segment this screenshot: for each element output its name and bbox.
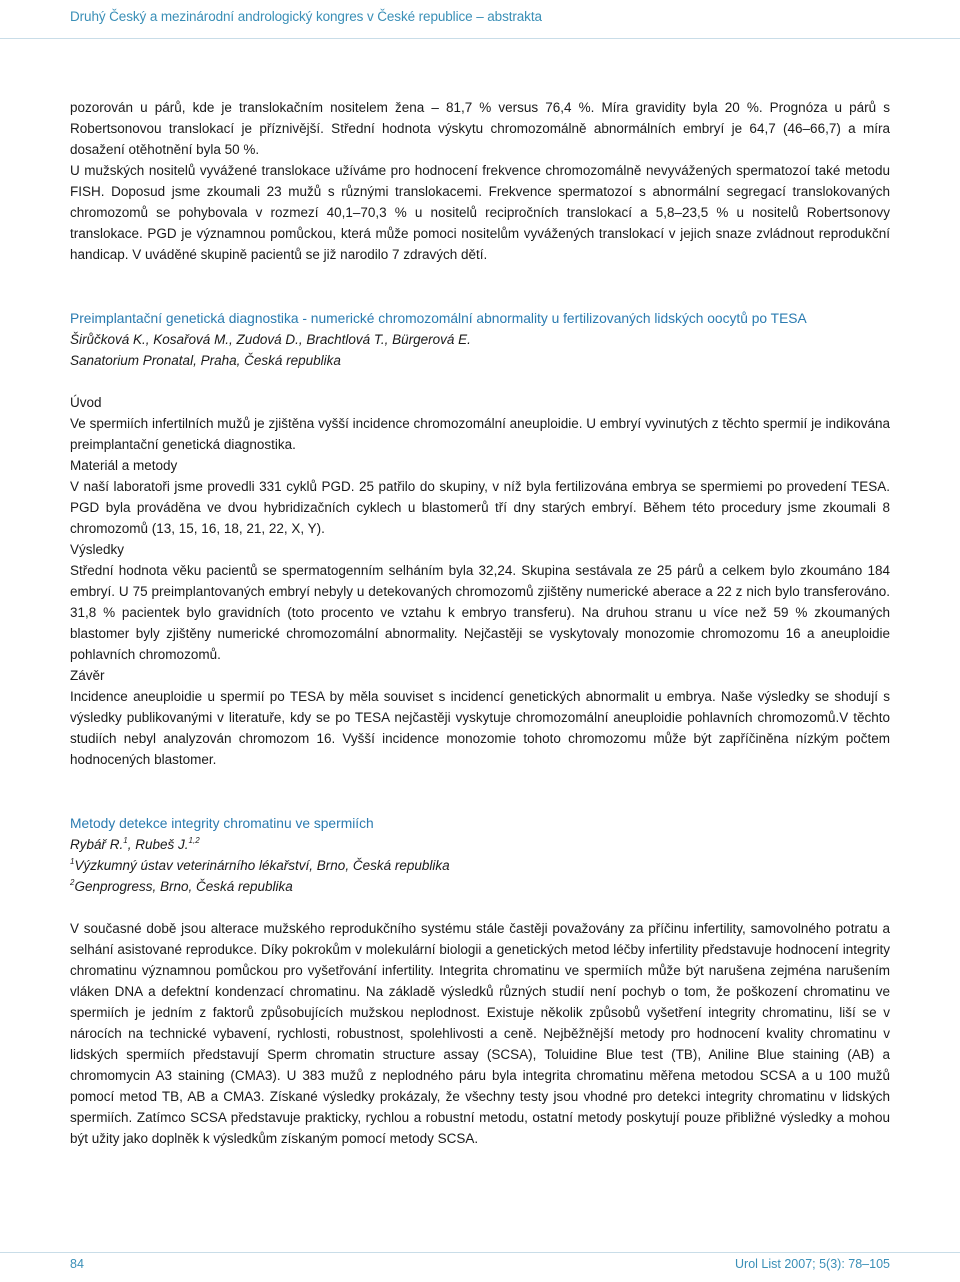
abstract-authors [70, 834, 890, 855]
abstract-title: Preimplantační genetická diagnostika - numerické chromozomální abnormality u fertilizovaných lidských oocytů po TESA [70, 311, 807, 326]
running-header: Druhý Český a mezinárodní andrologický kongres v České republice – abstrakta [70, 9, 542, 24]
section-text-vysledky: Střední hodnota věku pacientů se spermatogenním selháním byla 32,24. Skupina sestávala ze 25 párů a celkem bylo zkoumáno 184 embryí. U 75 preimplantovaných embryí nebyly u detekovaných chromozomů zjištěny numerické aberace a 22 z nich bylo transferováno. 31,8 % pacientek bylo gravidních (toto procento ve vztahu k embryo transferu). Na druhou stranu u více než 59 % zkoumaných blastomer byly zjištěny numerické chromozomální abnormality. Nejčastěji se vyskytovaly monozomie chromozomu 16 a aneuploidie pohlavních chromozomů. [70, 563, 890, 662]
spacer [70, 371, 890, 392]
abstract-chromatin-integrity [70, 813, 890, 1149]
abstract-affiliation [70, 876, 890, 897]
spacer [70, 770, 890, 813]
abstract-pgd-tesa [70, 308, 890, 770]
section-text-uvod: Ve spermiích infertilních mužů je zjištěna vyšší incidence chromozomální aneuploidie. U embryí vyvinutých z těchto spermií je indikována preimplantační genetická diagnostika. [70, 416, 890, 452]
author-affil-mark: 1,2 [188, 836, 200, 845]
footer-divider [0, 1252, 960, 1253]
affil-mark: 1 [70, 857, 75, 866]
author-name: Rybář R. [70, 837, 124, 852]
author-name: Rubeš J. [135, 837, 189, 852]
page-number: 84 [70, 1257, 84, 1271]
header-divider [0, 38, 960, 39]
abstract-affiliation: Sanatorium Pronatal, Praha, Česká republika [70, 353, 341, 368]
continuation-paragraph: pozorován u párů, kde je translokačním nositelem žena – 81,7 % versus 76,4 %. Míra gravidity byla 20 %. Prognóza u párů s Robertsonovou translokací je příznivější. Střední hodnota výskytu chromozomálně abnormálních embryí je 64,7 (46–66,7) a míra dosažení otěhotnění byla 50 %. [70, 100, 890, 157]
author-separator: , [127, 837, 136, 852]
section-heading-vysledky: Výsledky [70, 542, 125, 557]
affil-mark: 2 [70, 878, 75, 887]
spacer [70, 897, 890, 918]
section-heading-uvod: Úvod [70, 395, 102, 410]
spacer [70, 265, 890, 308]
journal-citation: Urol List 2007; 5(3): 78–105 [735, 1257, 890, 1271]
abstract-title: Metody detekce integrity chromatinu ve spermiích [70, 816, 374, 831]
section-heading-zaver: Závěr [70, 668, 105, 683]
author-affil-mark: 1 [123, 836, 128, 845]
abstract-authors: Širůčková K., Kosařová M., Zudová D., Brachtlová T., Bürgerová E. [70, 332, 471, 347]
affiliation-text: Výzkumný ústav veterinárního lékařství, Brno, Česká republika [74, 858, 450, 873]
abstract-body: V současné době jsou alterace mužského reprodukčního systému stále častěji považovány za příčinu infertility, samovolného potratu a selhání asistované reprodukce. Díky pokrokům v molekulární biologii a genetických metod léčby infertility představuje hodnocení integrity chromatinu významnou pomůckou pro vyšetřování infertility. Integrita chromatinu ve spermiích může být narušena zejména narušením vláken DNA a defektní kondenzací chromatinu. Na základě výsledků různých studií není pochyb o tom, že poškození chromatinu ve spermiích je jedním z faktorů způsobujících mužskou neplodnost. Existuje několik způsobů vyšetření integrity chromatinu, liší se v nárocích na technické vybavení, rychlosti, robustnost, spolehlivosti a ceně. Nejběžnější metody pro hodnocení kvality chromatinu v lidských spermiích představují Sperm chromatin structure assay (SCSA), Toluidine Blue test (TB), Aniline Blue staining (AB) a chromomycin A3 staining (CMA3). U 383 mužů z neplodného páru byla integrita chromatinu měřena metodou SCSA a u 100 mužů pomocí metod TB, AB a CMA3. Získané výsledky prokázaly, že všechny testy jsou vhodné pro detekci integrity chromatinu v lidských spermiích. Zatímco SCSA představuje prakticky, rychlou a robustní metodu, ostatní metody poskytují pouze přibližné výsledky a mohou být užity jako doplněk k výsledkům získaným pomocí metody SCSA. [70, 921, 890, 1146]
section-heading-material: Materiál a metody [70, 458, 178, 473]
section-text-zaver: Incidence aneuploidie u spermií po TESA by měla souviset s incidencí genetických abnormalit u embrya. Naše výsledky se shodují s výsledky publikovanými v literatuře, kdy se po TESA nejčastěji vyskytuje chromozomální aneuploidie pohlavních chromozomů.V těchto studiích nebyl analyzován chromozom 16. Vyšší incidence monozomie tohoto chromozomu může být zapříčiněna nízkým počtem hodnocených blastomer. [70, 689, 890, 767]
section-text-material: V naší laboratoři jsme provedli 331 cyklů PGD. 25 patřilo do skupiny, v níž byla fertilizována embrya se spermiemi po provedení TESA. PGD byla prováděna ve dvou hybridizačních cyklech u blastomerů tří dny starých embryí. Během této procedury jsme zkoumali 8 chromozomů (13, 15, 16, 18, 21, 22, X, Y). [70, 479, 890, 536]
page-content [70, 97, 890, 1149]
abstract-affiliation [70, 855, 890, 876]
affiliation-text: Genprogress, Brno, Česká republika [74, 879, 293, 894]
continuation-paragraph: U mužských nositelů vyvážené translokace užíváme pro hodnocení frekvence chromozomálně nevyvážených spermatozoí také metodu FISH. Doposud jsme zkoumali 23 mužů s různými translokacemi. Frekvence spermatozoí s abnormální segregací translokovaných chromozomů se pohybovala v rozmezí 40,1–70,3 % u nositelů recipročních translokací a 5,8–23,5 % u nositelů Robertsonovy translokace. PGD je významnou pomůckou, která může pomoci nositelům vyvážených translokací v jejich snaze zvládnout reprodukční handicap. V uváděné skupině pacientů se již narodilo 7 zdravých dětí. [70, 163, 890, 262]
